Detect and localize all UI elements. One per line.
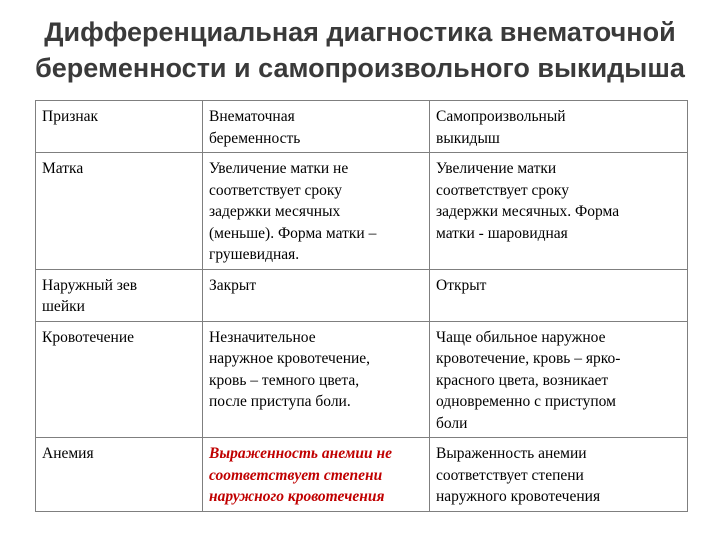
- cell-feature: [36, 269, 203, 321]
- cell-miscarriage: [430, 269, 688, 321]
- header-cell-miscarriage: [430, 101, 688, 153]
- cell-miscarriage-line: красного цвета, возникает: [436, 371, 609, 389]
- cell-feature-line: шейки: [42, 298, 85, 315]
- cell-ectopic-line: Незначительное: [209, 328, 316, 346]
- table-header-row: [36, 101, 688, 153]
- cell-ectopic-line: задержки месячных: [209, 203, 341, 220]
- cell-ectopic-line: грушевидная.: [209, 246, 300, 263]
- header-cell-miscarriage-line: выкидыш: [436, 129, 500, 147]
- cell-feature-line: Матка: [42, 160, 84, 177]
- cell-ectopic-line: Выраженность анемии не: [209, 445, 392, 462]
- cell-feature: [36, 321, 203, 438]
- cell-miscarriage-line: Чаще обильное наружное: [436, 328, 606, 346]
- cell-miscarriage-line: Увеличение матки: [436, 160, 557, 177]
- cell-miscarriage: [430, 321, 688, 438]
- cell-miscarriage-line: боли: [436, 414, 468, 432]
- page-title: [0, 14, 720, 86]
- cell-ectopic-line: Закрыт: [209, 276, 257, 294]
- comparison-table: [35, 100, 688, 512]
- cell-ectopic-line: (меньше). Форма матки –: [209, 224, 377, 242]
- cell-ectopic: [203, 438, 430, 512]
- cell-miscarriage-line: одновременно с приступом: [436, 393, 616, 410]
- cell-miscarriage: [430, 438, 688, 512]
- table-row: [36, 153, 688, 270]
- cell-miscarriage-line: наружного кровотечения: [436, 488, 601, 505]
- cell-ectopic: [203, 321, 430, 438]
- cell-miscarriage-line: задержки месячных. Форма: [436, 203, 620, 220]
- cell-feature-line: Анемия: [42, 445, 94, 462]
- header-cell-ectopic-line: Внематочная: [209, 108, 295, 125]
- cell-feature: [36, 438, 203, 512]
- cell-ectopic-line: наружное кровотечение,: [209, 350, 371, 367]
- header-cell-ectopic: [203, 101, 430, 153]
- cell-ectopic-line: соответствует сроку: [209, 181, 342, 199]
- cell-ectopic-line: кровь – темного цвета,: [209, 371, 360, 389]
- cell-miscarriage: [430, 153, 688, 270]
- table-row: [36, 321, 688, 438]
- header-cell-miscarriage-line: Самопроизвольный: [436, 108, 566, 125]
- cell-miscarriage-line: соответствует степени: [436, 466, 584, 484]
- cell-feature: [36, 153, 203, 270]
- cell-ectopic: [203, 269, 430, 321]
- cell-feature-line: Наружный зев: [42, 276, 138, 294]
- cell-miscarriage-line: соответствует сроку: [436, 181, 569, 199]
- cell-feature-line: Кровотечение: [42, 328, 135, 346]
- header-cell-feature: [36, 101, 203, 153]
- cell-miscarriage-line: Выраженность анемии: [436, 445, 587, 462]
- cell-miscarriage-line: кровотечение, кровь – ярко-: [436, 350, 621, 367]
- cell-ectopic-line: после приступа боли.: [209, 393, 351, 410]
- cell-miscarriage-line: Открыт: [436, 276, 487, 294]
- title-line-2: беременности и самопроизвольного выкидыша: [35, 53, 685, 83]
- cell-ectopic: [203, 153, 430, 270]
- header-cell-feature-line: Признак: [42, 108, 99, 125]
- cell-miscarriage-line: матки - шаровидная: [436, 224, 568, 242]
- header-cell-ectopic-line: беременность: [209, 129, 301, 147]
- title-line-1: Дифференциальная диагностика внематочной: [44, 17, 676, 47]
- table-row: [36, 269, 688, 321]
- cell-ectopic-line: наружного кровотечения: [209, 488, 385, 505]
- table-row: [36, 438, 688, 512]
- cell-ectopic-line: Увеличение матки не: [209, 160, 349, 177]
- cell-ectopic-line: соответствует степени: [209, 466, 383, 484]
